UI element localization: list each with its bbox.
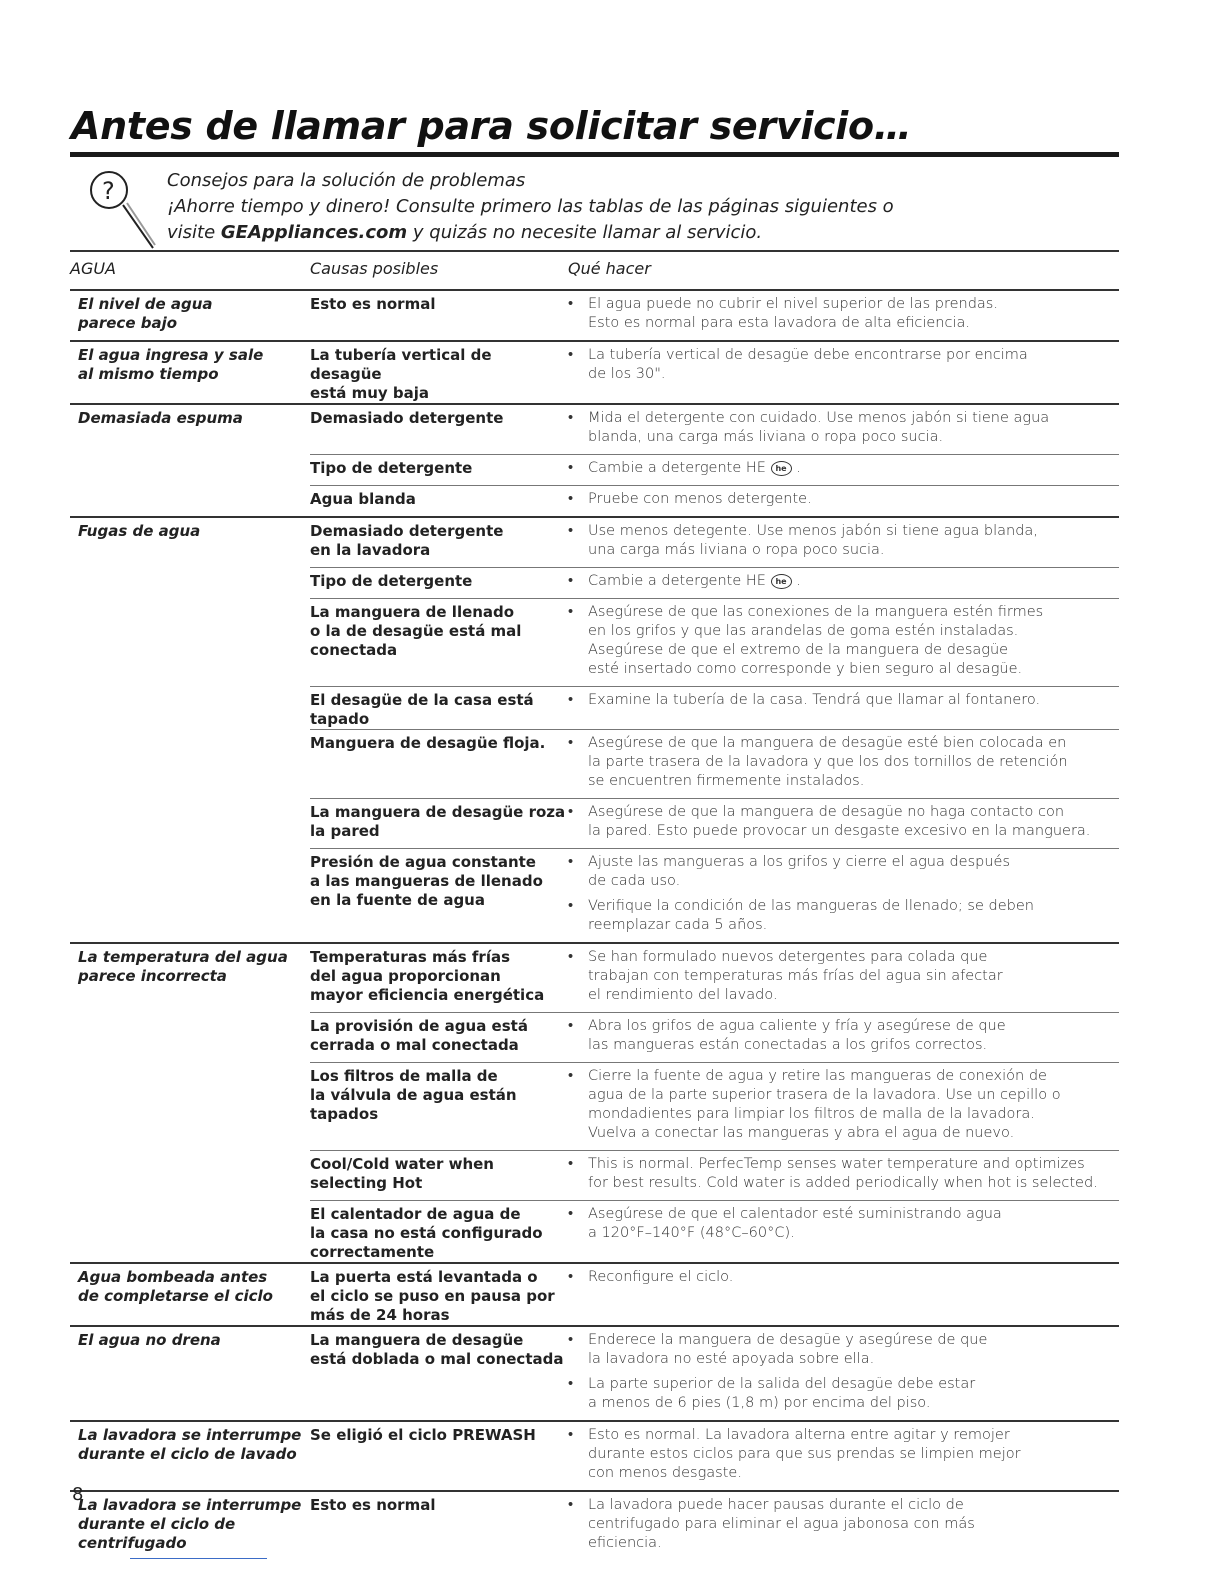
- cause-cell: Temperaturas más frías del agua proporcionan mayor eficiencia energética: [310, 943, 568, 1013]
- table-row: [70, 1263, 1119, 1326]
- cause-cell: Presión de agua constante a las mangueras de llenado en la fuente de agua: [310, 849, 568, 944]
- table-row: [70, 517, 1119, 568]
- tips-line-visit: [167, 220, 894, 246]
- bullet-dot: •: [568, 523, 574, 539]
- solution-bullet: [568, 1205, 1119, 1243]
- bullet-text: Asegúrese de que la manguera de desagüe no haga contacto con la pared. Esto puede provocar un desgaste excesivo en la manguera.: [588, 804, 1091, 839]
- bullet-dot: •: [568, 1206, 574, 1222]
- cause-cell: Manguera de desagüe floja.: [310, 730, 568, 799]
- solution-bullet: [568, 295, 1119, 333]
- solution-bullet: [568, 572, 1119, 591]
- symptom-cell: Agua bombeada antes de completarse el ciclo: [70, 1263, 310, 1326]
- bullet-text: Asegúrese de que las conexiones de la manguera estén firmes en los grifos y que las arandelas de goma estén instaladas. Asegúrese de que el extremo de la manguera de desagüe esté insertado como corresponde y bien seguro al desagüe.: [588, 604, 1044, 677]
- he-logo-icon: he: [771, 461, 792, 476]
- page-title: Antes de llamar para solicitar servicio…: [71, 104, 912, 148]
- solution-bullet: [568, 1067, 1119, 1143]
- solution-cell: [568, 1063, 1119, 1151]
- solution-cell: [568, 599, 1119, 687]
- symptom-cell: El nivel de agua parece bajo: [70, 290, 310, 341]
- symptom-cell: La lavadora se interrumpe durante el ciclo de centrifugado: [70, 1491, 310, 1560]
- bullet-dot: •: [568, 1427, 574, 1443]
- solution-bullet: [568, 948, 1119, 1005]
- bullet-text: Examine la tubería de la casa. Tendrá que llamar al fontanero.: [588, 692, 1041, 708]
- tips-line: ¡Ahorre tiempo y dinero! Consulte primero las tablas de las páginas siguientes o: [167, 196, 894, 217]
- bullet-dot: •: [568, 692, 574, 708]
- bullet-dot: •: [568, 735, 574, 751]
- tips-visit-prefix: visite: [167, 222, 221, 243]
- solution-cell: [568, 1201, 1119, 1264]
- link-underline: [130, 1558, 267, 1559]
- bullet-dot: •: [568, 1156, 574, 1172]
- cause-cell: La manguera de desagüe está doblada o mal conectada: [310, 1326, 568, 1421]
- table-row: [70, 1326, 1119, 1421]
- symptom-cell: El agua no drena: [70, 1326, 310, 1421]
- solution-cell: [568, 730, 1119, 799]
- cause-cell: El calentador de agua de la casa no está configurado correctamente: [310, 1201, 568, 1264]
- bullet-text: Reconfigure el ciclo.: [588, 1269, 734, 1285]
- tips-block: [167, 168, 894, 246]
- solution-cell: [568, 1421, 1119, 1491]
- title-rule: [70, 152, 1119, 157]
- page-number: 8: [72, 1484, 84, 1505]
- solution-bullet: [568, 1155, 1119, 1193]
- solution-bullet: [568, 1375, 1119, 1413]
- table-row: [70, 1421, 1119, 1491]
- solution-bullet: [568, 1331, 1119, 1369]
- he-logo-icon: he: [771, 574, 792, 589]
- header-solution: Qué hacer: [568, 259, 651, 278]
- solution-cell: [568, 568, 1119, 599]
- cause-cell: Los filtros de malla de la válvula de agua están tapados: [310, 1063, 568, 1151]
- tips-heading: Consejos para la solución de problemas: [167, 170, 526, 191]
- cause-cell: Cool/Cold water when selecting Hot: [310, 1151, 568, 1201]
- bullet-dot: •: [568, 804, 574, 820]
- bullet-text: Abra los grifos de agua caliente y fría y asegúrese de que las mangueras están conectadas a los grifos correctos.: [588, 1018, 1006, 1053]
- header-cause: Causas posibles: [310, 259, 439, 278]
- solution-bullet: [568, 1426, 1119, 1483]
- table-row: [70, 404, 1119, 455]
- solution-bullet: [568, 1017, 1119, 1055]
- cause-cell: El desagüe de la casa está tapado: [310, 687, 568, 730]
- bullet-text: La lavadora puede hacer pausas durante el ciclo de centrifugado para eliminar el agua jabonosa con más eficiencia.: [588, 1497, 975, 1551]
- bullet-text: La parte superior de la salida del desagüe debe estar a menos de 6 pies (1,8 m) por encima del piso.: [588, 1376, 976, 1411]
- bullet-dot: •: [568, 491, 574, 507]
- bullet-text: Asegúrese de que la manguera de desagüe esté bien colocada en la parte trasera de la lavadora y que los dos tornillos de retención se encuentren firmemente instalados.: [588, 735, 1068, 789]
- solution-bullet: [568, 603, 1119, 679]
- solution-cell: [568, 1491, 1119, 1560]
- table-row: [70, 290, 1119, 341]
- solution-cell: [568, 290, 1119, 341]
- bullet-dot: •: [568, 1068, 574, 1084]
- solution-bullet: [568, 853, 1119, 891]
- bullet-dot: •: [568, 1332, 574, 1348]
- solution-bullet: [568, 522, 1119, 560]
- troubleshooting-table: [70, 253, 1119, 1560]
- cause-cell: Tipo de detergente: [310, 455, 568, 486]
- header-symptom: AGUA: [70, 259, 116, 278]
- bullet-text: Cambie a detergente HE he .: [588, 573, 801, 589]
- magnifier-question-icon: [87, 168, 157, 254]
- header-rule: [70, 250, 1119, 252]
- solution-bullet: [568, 1496, 1119, 1553]
- solution-cell: [568, 1151, 1119, 1201]
- solution-cell: [568, 943, 1119, 1013]
- bullet-text: La tubería vertical de desagüe debe encontrarse por encima de los 30".: [588, 347, 1028, 382]
- bullet-text: Pruebe con menos detergente.: [588, 491, 812, 507]
- solution-bullet: [568, 409, 1119, 447]
- cause-cell: La puerta está levantada o el ciclo se puso en pausa por más de 24 horas: [310, 1263, 568, 1326]
- bullet-dot: •: [568, 949, 574, 965]
- symptom-cell: Demasiada espuma: [70, 404, 310, 517]
- cause-cell: La provisión de agua está cerrada o mal conectada: [310, 1013, 568, 1063]
- cause-cell: Agua blanda: [310, 486, 568, 518]
- symptom-cell: La temperatura del agua parece incorrecta: [70, 943, 310, 1263]
- solution-bullet: [568, 691, 1119, 710]
- cause-cell: La manguera de llenado o la de desagüe está mal conectada: [310, 599, 568, 687]
- solution-cell: [568, 849, 1119, 944]
- symptom-cell: La lavadora se interrumpe durante el ciclo de lavado: [70, 1421, 310, 1491]
- cause-cell: Se eligió el ciclo PREWASH: [310, 1421, 568, 1491]
- cause-cell: Esto es normal: [310, 290, 568, 341]
- cause-cell: Demasiado detergente en la lavadora: [310, 517, 568, 568]
- bullet-dot: •: [568, 604, 574, 620]
- solution-bullet: [568, 490, 1119, 509]
- bullet-dot: •: [568, 1018, 574, 1034]
- bullet-dot: •: [568, 1269, 574, 1285]
- solution-cell: [568, 341, 1119, 404]
- solution-bullet: [568, 734, 1119, 791]
- bullet-text: Esto es normal. La lavadora alterna entre agitar y remojer durante estos ciclos para que sus prendas se limpien mejor con menos desgaste.: [588, 1427, 1021, 1481]
- solution-cell: [568, 1263, 1119, 1326]
- solution-cell: [568, 455, 1119, 486]
- bullet-text: Verifique la condición de las mangueras de llenado; se deben reemplazar cada 5 años.: [588, 898, 1034, 933]
- bullet-text: Ajuste las mangueras a los grifos y cierre el agua después de cada uso.: [588, 854, 1011, 889]
- solution-cell: [568, 486, 1119, 518]
- solution-cell: [568, 1013, 1119, 1063]
- table-header-row: [70, 253, 1119, 290]
- bullet-text: Cierre la fuente de agua y retire las mangueras de conexión de agua de la parte superior trasera de la lavadora. Use un cepillo o mondadientes para limpiar los filtros de malla de la lavadora. Vuelva a conectar las mangueras y abra el agua de nuevo.: [588, 1068, 1061, 1141]
- bullet-dot: •: [568, 854, 574, 870]
- cause-cell: Esto es normal: [310, 1491, 568, 1560]
- solution-cell: [568, 687, 1119, 730]
- bullet-text: This is normal. PerfecTemp senses water temperature and optimizes for best results. Cold water is added periodically when hot is selected.: [588, 1156, 1098, 1191]
- bullet-text: Asegúrese de que el calentador esté suministrando agua a 120°F–140°F (48°C–60°C).: [588, 1206, 1002, 1241]
- symptom-cell: Fugas de agua: [70, 517, 310, 943]
- bullet-dot: •: [568, 1376, 574, 1392]
- bullet-text: Enderece la manguera de desagüe y asegúrese de que la lavadora no esté apoyada sobre ella.: [588, 1332, 988, 1367]
- cause-cell: Demasiado detergente: [310, 404, 568, 455]
- bullet-text: Se han formulado nuevos detergentes para colada que trabajan con temperaturas más frías del agua sin afectar el rendimiento del lavado.: [588, 949, 1003, 1003]
- solution-cell: [568, 517, 1119, 568]
- solution-bullet: [568, 1268, 1119, 1287]
- table-row: [70, 1491, 1119, 1560]
- tips-visit-suffix: y quizás no necesite llamar al servicio.: [407, 222, 763, 243]
- bullet-text: Use menos detegente. Use menos jabón si tiene agua blanda, una carga más liviana o ropa poco sucia.: [588, 523, 1038, 558]
- bullet-dot: •: [568, 1497, 574, 1513]
- solution-bullet: [568, 803, 1119, 841]
- bullet-text: Cambie a detergente HE he .: [588, 460, 801, 476]
- cause-cell: La manguera de desagüe roza la pared: [310, 799, 568, 849]
- table-row: [70, 943, 1119, 1013]
- bullet-dot: •: [568, 460, 574, 476]
- svg-text:?: ?: [102, 177, 115, 205]
- bullet-dot: •: [568, 347, 574, 363]
- bullet-text: El agua puede no cubrir el nivel superior de las prendas. Esto es normal para esta lavadora de alta eficiencia.: [588, 296, 998, 331]
- bullet-dot: •: [568, 296, 574, 312]
- bullet-dot: •: [568, 898, 574, 914]
- solution-bullet: [568, 897, 1119, 935]
- solution-bullet: [568, 459, 1119, 478]
- bullet-text: Mida el detergente con cuidado. Use menos jabón si tiene agua blanda, una carga más liviana o ropa poco sucia.: [588, 410, 1050, 445]
- website-link[interactable]: GEAppliances.com: [220, 222, 408, 243]
- bullet-dot: •: [568, 410, 574, 426]
- cause-cell: Tipo de detergente: [310, 568, 568, 599]
- table-row: [70, 341, 1119, 404]
- solution-cell: [568, 1326, 1119, 1421]
- solution-bullet: [568, 346, 1119, 384]
- solution-cell: [568, 799, 1119, 849]
- cause-cell: La tubería vertical de desagüe está muy baja: [310, 341, 568, 404]
- solution-cell: [568, 404, 1119, 455]
- symptom-cell: El agua ingresa y sale al mismo tiempo: [70, 341, 310, 404]
- bullet-dot: •: [568, 573, 574, 589]
